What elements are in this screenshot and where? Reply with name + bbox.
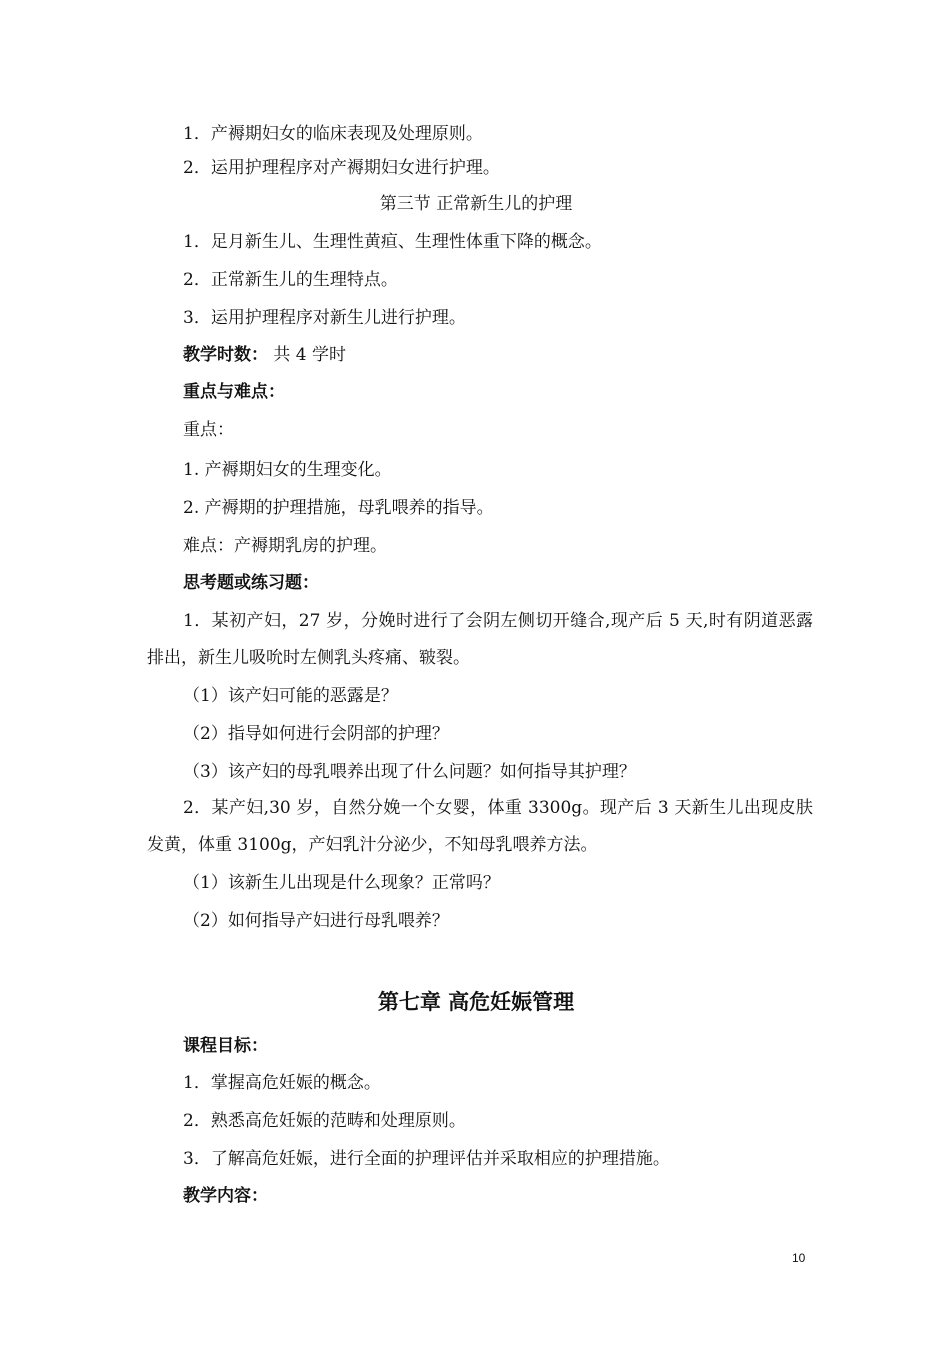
teaching-hours-value: 共 4 学时	[268, 345, 347, 365]
chapter-title: 第七章 高危妊娠管理	[377, 990, 575, 1014]
teaching-hours-label: 教学时数：	[183, 345, 268, 365]
teaching-content-heading: 教学内容：	[183, 1186, 268, 1206]
key-item-2: 2. 产褥期的护理措施，母乳喂养的指导。	[183, 498, 494, 518]
page-number: 10	[792, 1251, 806, 1265]
case-1-question-1: （1）该产妇可能的恶露是？	[183, 686, 398, 706]
case-1-question-2: （2）指导如何进行会阴部的护理？	[183, 724, 449, 744]
keypoints-heading: 重点与难点：	[183, 382, 285, 402]
case-2-text: 2．某产妇,30 岁，自然分娩一个女婴，体重 3300g。现产后 3 天新生儿出现皮肤发黄，体重 3100g，产妇乳汁分泌少，不知母乳喂养方法。	[147, 798, 813, 855]
section-title: 第三节 正常新生儿的护理	[379, 194, 573, 214]
key-item-1: 1. 产褥期妇女的生理变化。	[183, 460, 392, 480]
chapter-objective-1: 1．掌握高危妊娠的概念。	[183, 1073, 381, 1093]
case-2-question-1: （1）该新生儿出现是什么现象？正常吗？	[183, 873, 500, 893]
section-item-2: 2．正常新生儿的生理特点。	[183, 270, 398, 290]
teaching-hours	[183, 343, 346, 367]
case-1-text: 1．某初产妇，27 岁，分娩时进行了会阴左侧切开缝合,现产后 5 天,时有阴道恶露排出，新生儿吸吮时左侧乳头疼痛、皲裂。	[147, 611, 813, 668]
chapter-objective-2: 2．熟悉高危妊娠的范畴和处理原则。	[183, 1111, 466, 1131]
exercises-heading: 思考题或练习题：	[183, 573, 319, 593]
objective-item-1: 1．产褥期妇女的临床表现及处理原则。	[183, 124, 483, 144]
key-label: 重点：	[183, 420, 234, 440]
section-item-3: 3．运用护理程序对新生儿进行护理。	[183, 308, 466, 328]
section-item-1: 1．足月新生儿、生理性黄疸、生理性体重下降的概念。	[183, 232, 602, 252]
chapter-objective-3: 3．了解高危妊娠，进行全面的护理评估并采取相应的护理措施。	[183, 1149, 670, 1169]
difficult-point: 难点：产褥期乳房的护理。	[183, 536, 387, 556]
course-objectives-heading: 课程目标：	[183, 1036, 268, 1056]
case-1-question-3: （3）该产妇的母乳喂养出现了什么问题？如何指导其护理？	[183, 762, 636, 782]
case-2-question-2: （2）如何指导产妇进行母乳喂养？	[183, 911, 449, 931]
objective-item-2: 2．运用护理程序对产褥期妇女进行护理。	[183, 158, 500, 178]
